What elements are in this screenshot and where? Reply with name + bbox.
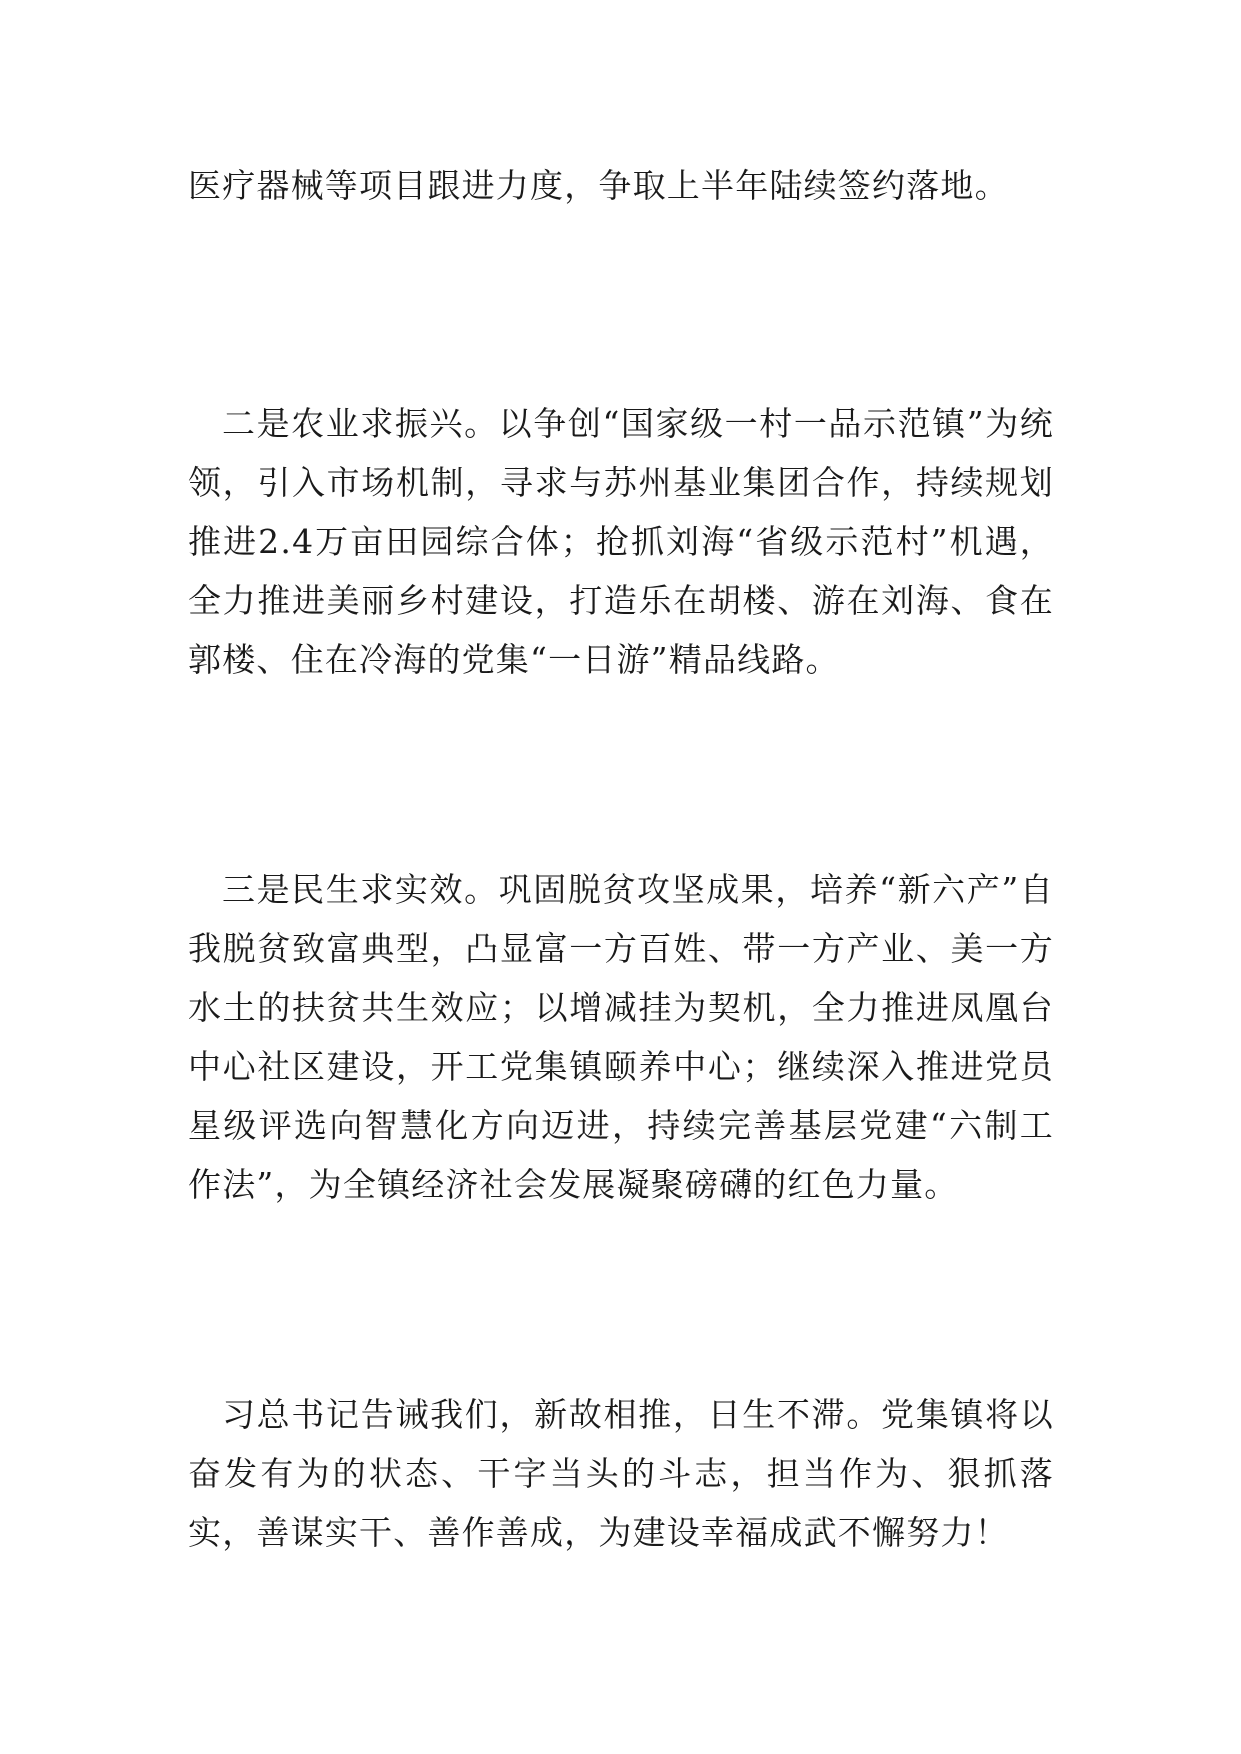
paragraph-continuation: 医疗器械等项目跟进力度，争取上半年陆续签约落地。 [188, 166, 1009, 205]
paragraph-livelihood: 三是民生求实效。巩固脱贫攻坚成果，培养“新六产”自我脱贫致富典型，凸显富一方百姓、带一方产业、美一方水土的扶贫共生效应；以增减挂为契机，全力推进凤凰台中心社区建设，开工党集镇颐养中心；继续深入推进党员星级评选向智慧化方向迈进，持续完善基层党建“六制工作法”，为全镇经济社会发展凝聚磅礴的红色力量。 [188, 870, 1054, 1204]
paragraph-closing: 习总书记告诫我们，新故相推，日生不滞。党集镇将以奋发有为的状态、干字当头的斗志，担当作为、狠抓落实，善谋实干、善作善成，为建设幸福成武不懈努力！ [188, 1395, 1054, 1552]
paragraph-agriculture: 二是农业求振兴。以争创“国家级一村一品示范镇”为统领，引入市场机制，寻求与苏州基业集团合作，持续规划推进2.4万亩田园综合体；抢抓刘海“省级示范村”机遇，全力推进美丽乡村建设，打造乐在胡楼、游在刘海、食在郭楼、住在冷海的党集“一日游”精品线路。 [188, 404, 1054, 679]
